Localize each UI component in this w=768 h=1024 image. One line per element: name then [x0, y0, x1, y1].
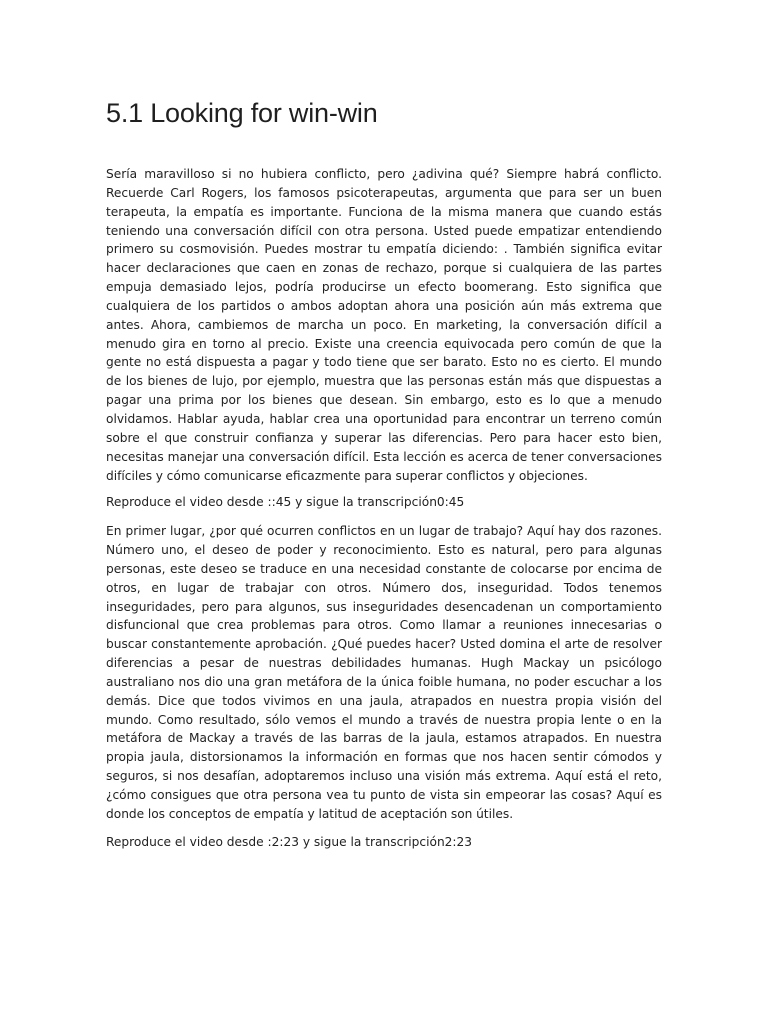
video-note-second: Reproduce el video desde :2:23 y sigue la transcripción2:23 [106, 834, 473, 849]
section-heading: 5.1 Looking for win-win [106, 98, 378, 128]
document-body [106, 95, 662, 852]
video-note-first: Reproduce el video desde ::45 y sigue la transcripción0:45 [106, 495, 465, 510]
paragraph-intro: Sería maravilloso si no hubiera conflicto, pero ¿adivina qué? Siempre habrá conflicto. Recuerde Carl Rogers, los famosos psicoterapeutas, argumenta que para ser un buen terapeuta, la empatía es importante. Funciona de la misma manera que cuando estás teniendo una conversación difícil con otra persona. Usted puede empatizar entendiendo primero su cosmovisión. Puedes mostrar tu empatía diciendo: . También significa evitar hacer declaraciones que caen en zonas de rechazo, porque si cualquiera de las partes empuja demasiado lejos, podría producirse un efecto boomerang. Esto significa que cualquiera de los partidos o ambos adoptan ahora una posición aún más extrema que antes. Ahora, cambiemos de marcha un poco. En marketing, la conversación difícil a menudo gira en torno al precio. Existe una creencia equivocada pero común de que la gente no está dispuesta a pagar y todo tiene que ser barato. Esto no es cierto. El mundo de los bienes de lujo, por ejemplo, muestra que las personas están más que dispuestas a pagar una prima por los bienes que desean. Sin embargo, esto es lo que a menudo olvidamos. Hablar ayuda, hablar crea una oportunidad para encontrar un terreno común sobre el que construir confianza y superar las diferencias. Pero para hacer esto bien, necesitas manejar una conversación difícil. Esta lección es acerca de tener conversaciones difíciles y cómo comunicarse eficazmente para superar conflictos y objeciones. [106, 167, 662, 483]
paragraph-conflict-reasons: En primer lugar, ¿por qué ocurren conflictos en un lugar de trabajo? Aquí hay dos razones. Número uno, el deseo de poder y reconocimiento. Esto es natural, pero para algunas personas, este deseo se traduce en una necesidad constante de colocarse por encima de otros, en lugar de trabajar con otros. Número dos, inseguridad. Todos tenemos inseguridades, pero para algunos, sus inseguridades desencadenan un comportamiento disfuncional que crea problemas para otros. Como llamar a reuniones innecesarias o buscar constantemente aprobación. ¿Qué puedes hacer? Usted domina el arte de resolver diferencias a pesar de nuestras debilidades humanas. Hugh Mackay un psicólogo australiano nos dio una gran metáfora de la única foible humana, no poder escuchar a los demás. Dice que todos vivimos en una jaula, atrapados en nuestra propia visión del mundo. Como resultado, sólo vemos el mundo a través de nuestra propia lente o en la metáfora de Mackay a través de las barras de la jaula, estamos atrapados. En nuestra propia jaula, distorsionamos la información en formas que nos hacen sentir cómodos y seguros, si nos desafían, adoptaremos incluso una visión más extrema. Aquí está el reto, ¿cómo consigues que otra persona vea tu punto de vista sin empeorar las cosas? Aquí es donde los conceptos de empatía y latitud de aceptación son útiles. [106, 524, 662, 821]
